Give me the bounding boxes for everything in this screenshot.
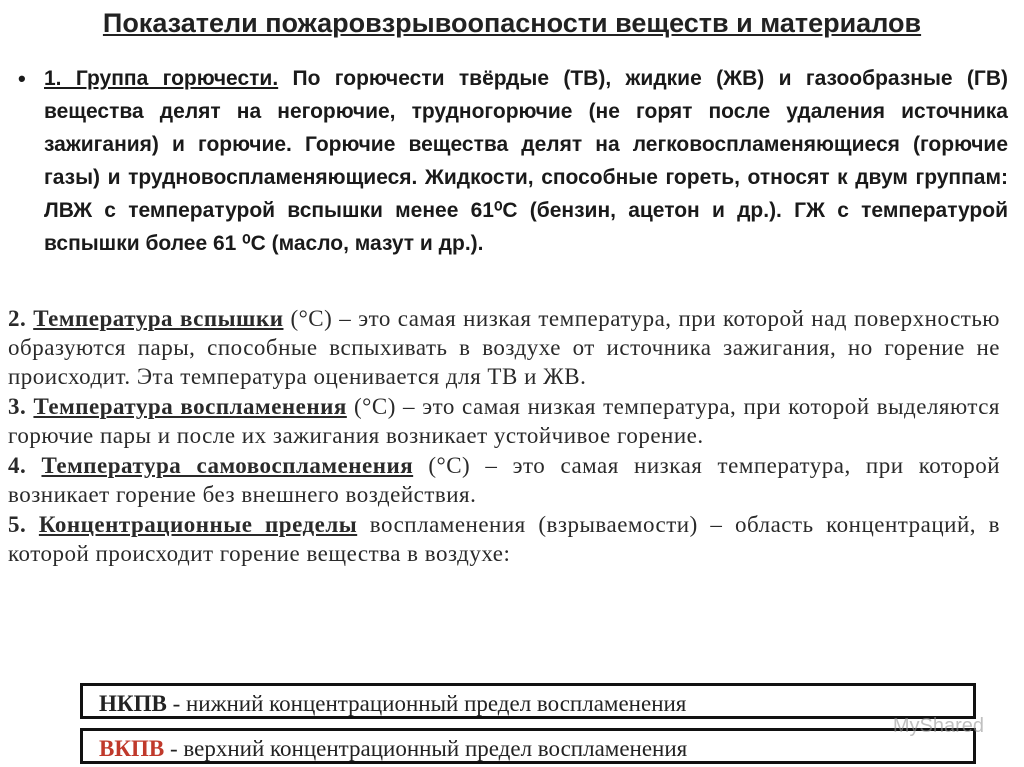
item-term: Температура воспламенения — [33, 394, 347, 419]
watermark: MyShared — [892, 715, 984, 737]
definition-item — [8, 451, 1000, 509]
definitions-block — [8, 304, 1000, 569]
item-number: 3. — [8, 394, 27, 419]
bullet-lead: 1. Группа горючести. — [44, 67, 279, 90]
box-abbr: НКПВ — [99, 691, 167, 716]
bullet-dot: • — [18, 66, 26, 91]
item-term: Температура самовоспламенения — [41, 453, 414, 478]
box-text: - верхний концентрационный предел воспламенения — [164, 736, 688, 761]
item-text: воспламенения (взрываемости) – область концентраций, в которой происходит горение вещества в воздухе: — [8, 512, 1001, 566]
definition-item — [8, 392, 1000, 450]
item-term: Температура вспышки — [33, 306, 284, 331]
bullet-paragraph — [18, 62, 1008, 260]
item-text: (°С) – это самая низкая температура, при которой возникает горение без внешнего воздействия. — [8, 453, 1000, 507]
item-number: 5. — [8, 512, 27, 537]
definition-item — [8, 510, 1000, 568]
item-text: (°С) – это самая низкая температура, при которой выделяются горючие пары и после их зажигания возникает устойчивое горение. — [8, 394, 1000, 448]
box-abbr: ВКПВ — [99, 736, 165, 761]
item-number: 2. — [8, 306, 27, 331]
box-text: - нижний концентрационный предел воспламенения — [166, 691, 687, 716]
nkpv-box — [80, 683, 976, 719]
definition-item — [8, 304, 1000, 391]
slide-title: Показатели пожаровзрывоопасности веществ и материалов — [102, 8, 922, 38]
vkpv-box — [80, 728, 976, 764]
item-text: (°С) – это самая низкая температура, при которой над поверхностью образуются пары, способные вспыхивать в воздухе от источника зажигания, но горение не происходит. Эта температура оценивается для ТВ и ЖВ. — [8, 306, 1000, 389]
bullet-body: По горючести твёрдые (ТВ), жидкие (ЖВ) и газообразные (ГВ) вещества делят на негорючие, трудногорючие (не горят после удаления источника зажигания) и горючие. Горючие вещества делят на легковоспламеняющиеся (горючие газы) и трудновоспламеняющиеся. Жидкости, способные гореть, относят к двум группам: ЛВЖ с температурой вспышки менее 61⁰С (бензин, ацетон и др.). ГЖ с температурой вспышки более 61 ⁰С (масло, мазут и др.). — [44, 67, 1008, 255]
item-term: Концентрационные пределы — [38, 512, 358, 537]
item-number: 4. — [8, 453, 27, 478]
